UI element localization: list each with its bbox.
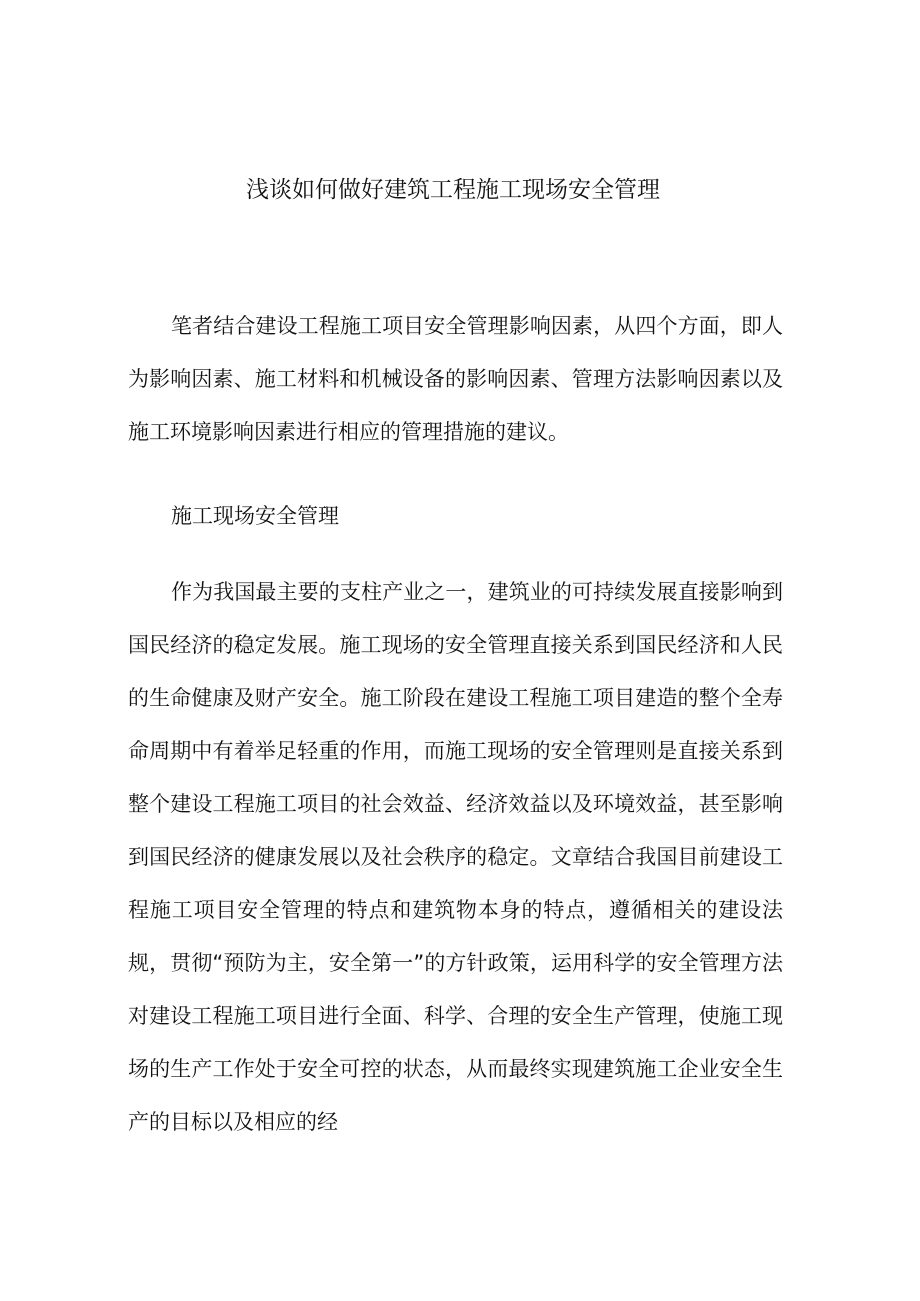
body-paragraph: 作为我国最主要的支柱产业之一，建筑业的可持续发展直接影响到国民经济的稳定发展。施工现场的安全管理直接关系到国民经济和人民的生命健康及财产安全。施工阶段在建设工程施工项目建造的整个全寿命周期中有着举足轻重的作用，而施工现场的安全管理则是直接关系到整个建设工程施工项目的社会效益、经济效益以及环境效益，甚至影响到国民经济的健康发展以及社会秩序的稳定。文章结合我国目前建设工程施工项目安全管理的特点和建筑物本身的特点，遵循相关的建设法规，贯彻“预防为主，安全第一”的方针政策，运用科学的安全管理方法对建设工程施工项目进行全面、科学、合理的安全生产管理，使施工现场的生产工作处于安全可控的状态，从而最终实现建筑施工企业安全生产的目标以及相应的经 (128, 580, 783, 1134)
section-heading: 施工现场安全管理 (171, 504, 339, 528)
document-title: 浅谈如何做好建筑工程施工现场安全管理 (246, 177, 660, 203)
intro-paragraph: 笔者结合建设工程施工项目安全管理影响因素，从四个方面，即人为影响因素、施工材料和机械设备的影响因素、管理方法影响因素以及施工环境影响因素进行相应的管理措施的建议。 (128, 314, 783, 444)
